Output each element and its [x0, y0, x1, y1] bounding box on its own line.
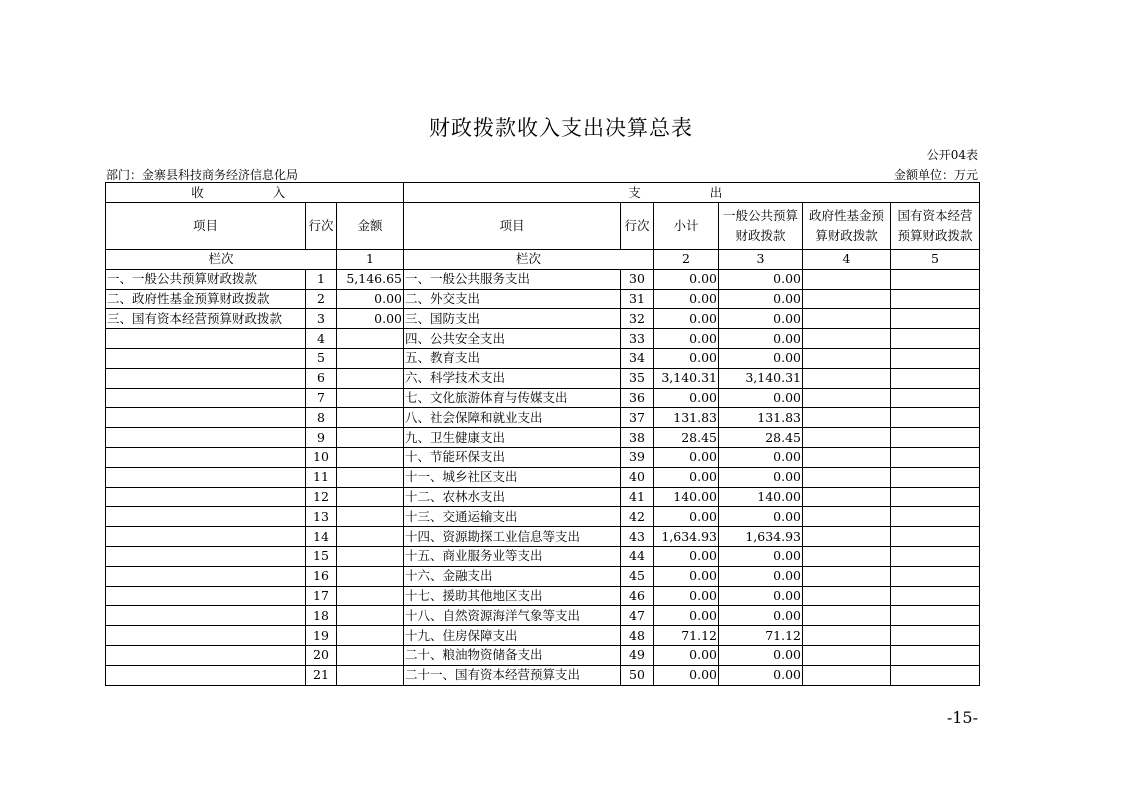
gov-fund-cell: [803, 269, 891, 289]
general-budget-cell: 0.00: [719, 606, 803, 626]
gov-fund-cell: [803, 527, 891, 547]
table-row: [106, 665, 980, 685]
state-capital-cell: [891, 428, 980, 448]
column-number-row: [106, 250, 980, 270]
income-amount-cell: 0.00: [337, 309, 404, 329]
general-budget-cell: 3,140.31: [719, 368, 803, 388]
gov-fund-cell: [803, 626, 891, 646]
gov-fund-cell: [803, 388, 891, 408]
gov-fund-cell: [803, 428, 891, 448]
income-amount-cell: [337, 467, 404, 487]
expense-row-no-cell: 30: [621, 269, 654, 289]
column-no-3: 3: [719, 250, 803, 270]
subtotal-cell: 1,634.93: [654, 527, 719, 547]
expense-row-no-cell: 35: [621, 368, 654, 388]
income-row-no-cell: 9: [306, 428, 337, 448]
income-item-cell: [106, 388, 306, 408]
income-row-no-cell: 13: [306, 507, 337, 527]
expense-row-no-cell: 37: [621, 408, 654, 428]
table-row: [106, 566, 980, 586]
income-column-no-label: 栏次: [106, 250, 337, 270]
income-item-cell: [106, 665, 306, 685]
income-row-no-cell: 19: [306, 626, 337, 646]
expense-row-no-cell: 34: [621, 348, 654, 368]
general-budget-cell: 0.00: [719, 566, 803, 586]
state-capital-cell: [891, 289, 980, 309]
income-amount-cell: [337, 428, 404, 448]
column-header-row: [106, 203, 980, 250]
subtotal-cell: 0.00: [654, 645, 719, 665]
general-budget-cell: 71.12: [719, 626, 803, 646]
income-amount-cell: [337, 408, 404, 428]
expense-item-cell: 二十一、国有资本经营预算支出: [404, 665, 621, 685]
expense-row-no-cell: 31: [621, 289, 654, 309]
general-budget-header: 一般公共预算财政拨款: [719, 203, 803, 250]
state-capital-cell: [891, 645, 980, 665]
general-budget-cell: 0.00: [719, 269, 803, 289]
income-item-cell: [106, 348, 306, 368]
form-number: 公开04表: [926, 148, 978, 162]
expense-row-no-cell: 48: [621, 626, 654, 646]
general-budget-cell: 0.00: [719, 665, 803, 685]
expense-item-cell: 十四、资源勘探工业信息等支出: [404, 527, 621, 547]
income-item-cell: 三、国有资本经营预算财政拨款: [106, 309, 306, 329]
gov-fund-cell: [803, 487, 891, 507]
table-row: [106, 368, 980, 388]
income-item-cell: [106, 487, 306, 507]
income-row-no-cell: 3: [306, 309, 337, 329]
state-capital-cell: [891, 467, 980, 487]
income-row-no-cell: 1: [306, 269, 337, 289]
income-amount-cell: [337, 507, 404, 527]
income-amount-cell: [337, 348, 404, 368]
general-budget-cell: 1,634.93: [719, 527, 803, 547]
expense-row-no-cell: 36: [621, 388, 654, 408]
subtotal-cell: 0.00: [654, 606, 719, 626]
general-budget-cell: 0.00: [719, 329, 803, 349]
income-section-header: 收 入: [106, 183, 404, 203]
subtotal-cell: 71.12: [654, 626, 719, 646]
expense-item-cell: 十五、商业服务业等支出: [404, 546, 621, 566]
table-row: [106, 269, 980, 289]
expense-row-no-cell: 41: [621, 487, 654, 507]
expense-row-no-cell: 47: [621, 606, 654, 626]
expense-item-cell: 十、节能环保支出: [404, 447, 621, 467]
income-row-no-cell: 18: [306, 606, 337, 626]
income-row-no-cell: 5: [306, 348, 337, 368]
expense-row-no-cell: 44: [621, 546, 654, 566]
page-number: -15-: [946, 708, 978, 727]
income-row-no-header: 行次: [306, 203, 337, 250]
expense-item-cell: 七、文化旅游体育与传媒支出: [404, 388, 621, 408]
expense-item-cell: 十六、金融支出: [404, 566, 621, 586]
table-row: [106, 447, 980, 467]
subtotal-cell: 0.00: [654, 447, 719, 467]
state-capital-cell: [891, 626, 980, 646]
table-row: [106, 546, 980, 566]
income-row-no-cell: 17: [306, 586, 337, 606]
general-budget-cell: 0.00: [719, 546, 803, 566]
expense-row-no-cell: 42: [621, 507, 654, 527]
income-item-cell: [106, 368, 306, 388]
general-budget-cell: 131.83: [719, 408, 803, 428]
column-no-1: 1: [337, 250, 404, 270]
column-no-4: 4: [803, 250, 891, 270]
gov-fund-cell: [803, 289, 891, 309]
expense-item-cell: 十一、城乡社区支出: [404, 467, 621, 487]
table-row: [106, 586, 980, 606]
income-amount-cell: [337, 368, 404, 388]
expense-row-no-cell: 39: [621, 447, 654, 467]
gov-fund-cell: [803, 645, 891, 665]
expense-item-cell: 八、社会保障和就业支出: [404, 408, 621, 428]
table-row: [106, 329, 980, 349]
subtotal-cell: 0.00: [654, 388, 719, 408]
amount-unit-label: 金额单位：万元: [893, 168, 978, 182]
general-budget-cell: 0.00: [719, 388, 803, 408]
subtotal-cell: 0.00: [654, 269, 719, 289]
subtotal-cell: 131.83: [654, 408, 719, 428]
income-amount-cell: [337, 447, 404, 467]
column-no-2: 2: [654, 250, 719, 270]
state-capital-cell: [891, 586, 980, 606]
income-item-cell: [106, 408, 306, 428]
income-amount-cell: [337, 606, 404, 626]
subtotal-cell: 0.00: [654, 467, 719, 487]
subtotal-cell: 28.45: [654, 428, 719, 448]
state-capital-cell: [891, 566, 980, 586]
income-row-no-cell: 14: [306, 527, 337, 547]
expense-row-no-cell: 33: [621, 329, 654, 349]
subtotal-cell: 0.00: [654, 309, 719, 329]
gov-fund-header: 政府性基金预算财政拨款: [803, 203, 891, 250]
expense-item-cell: 五、教育支出: [404, 348, 621, 368]
income-item-cell: [106, 645, 306, 665]
income-row-no-cell: 21: [306, 665, 337, 685]
section-header-row: [106, 183, 980, 203]
income-amount-header: 金额: [337, 203, 404, 250]
expense-row-no-cell: 40: [621, 467, 654, 487]
table-row: [106, 626, 980, 646]
state-capital-cell: [891, 348, 980, 368]
general-budget-cell: 0.00: [719, 507, 803, 527]
gov-fund-cell: [803, 329, 891, 349]
subtotal-cell: 0.00: [654, 665, 719, 685]
state-capital-cell: [891, 388, 980, 408]
general-budget-cell: 0.00: [719, 447, 803, 467]
gov-fund-cell: [803, 348, 891, 368]
gov-fund-cell: [803, 408, 891, 428]
gov-fund-cell: [803, 606, 891, 626]
income-amount-cell: [337, 645, 404, 665]
table-row: [106, 388, 980, 408]
general-budget-cell: 0.00: [719, 348, 803, 368]
table-row: [106, 467, 980, 487]
subtotal-cell: 0.00: [654, 546, 719, 566]
income-item-cell: [106, 428, 306, 448]
income-item-cell: [106, 507, 306, 527]
expense-item-cell: 十八、自然资源海洋气象等支出: [404, 606, 621, 626]
income-amount-cell: [337, 566, 404, 586]
subtotal-header: 小计: [654, 203, 719, 250]
expense-item-cell: 九、卫生健康支出: [404, 428, 621, 448]
subtotal-cell: 0.00: [654, 566, 719, 586]
table-row: [106, 487, 980, 507]
income-amount-cell: [337, 527, 404, 547]
table-row: [106, 309, 980, 329]
column-no-5: 5: [891, 250, 980, 270]
income-row-no-cell: 7: [306, 388, 337, 408]
expense-row-no-cell: 45: [621, 566, 654, 586]
expense-item-cell: 六、科学技术支出: [404, 368, 621, 388]
income-item-cell: [106, 546, 306, 566]
state-capital-cell: [891, 368, 980, 388]
income-item-cell: [106, 566, 306, 586]
gov-fund-cell: [803, 586, 891, 606]
expense-row-no-cell: 32: [621, 309, 654, 329]
income-item-cell: [106, 586, 306, 606]
income-item-cell: [106, 329, 306, 349]
income-row-no-cell: 12: [306, 487, 337, 507]
expense-item-cell: 十九、住房保障支出: [404, 626, 621, 646]
expense-row-no-cell: 50: [621, 665, 654, 685]
income-item-cell: [106, 447, 306, 467]
income-row-no-cell: 8: [306, 408, 337, 428]
expense-row-no-cell: 43: [621, 527, 654, 547]
gov-fund-cell: [803, 566, 891, 586]
state-capital-cell: [891, 507, 980, 527]
gov-fund-cell: [803, 546, 891, 566]
expense-item-cell: 一、一般公共服务支出: [404, 269, 621, 289]
expense-item-header: 项目: [404, 203, 621, 250]
income-amount-cell: [337, 626, 404, 646]
income-amount-cell: [337, 329, 404, 349]
state-capital-cell: [891, 665, 980, 685]
table-row: [106, 348, 980, 368]
subtotal-cell: 140.00: [654, 487, 719, 507]
state-capital-cell: [891, 606, 980, 626]
general-budget-cell: 28.45: [719, 428, 803, 448]
gov-fund-cell: [803, 447, 891, 467]
income-amount-cell: [337, 487, 404, 507]
income-row-no-cell: 4: [306, 329, 337, 349]
general-budget-cell: 0.00: [719, 289, 803, 309]
state-capital-cell: [891, 487, 980, 507]
gov-fund-cell: [803, 665, 891, 685]
income-amount-cell: 5,146.65: [337, 269, 404, 289]
report-title: 财政拨款收入支出决算总表: [429, 116, 693, 140]
income-item-header: 项目: [106, 203, 306, 250]
expense-row-no-cell: 49: [621, 645, 654, 665]
general-budget-cell: 0.00: [719, 586, 803, 606]
table-row: [106, 645, 980, 665]
income-item-cell: [106, 626, 306, 646]
income-amount-cell: [337, 586, 404, 606]
income-row-no-cell: 2: [306, 289, 337, 309]
table-row: [106, 606, 980, 626]
table-row: [106, 527, 980, 547]
state-capital-header: 国有资本经营预算财政拨款: [891, 203, 980, 250]
expense-item-cell: 四、公共安全支出: [404, 329, 621, 349]
expense-item-cell: 十三、交通运输支出: [404, 507, 621, 527]
state-capital-cell: [891, 546, 980, 566]
general-budget-cell: 0.00: [719, 309, 803, 329]
table-row: [106, 408, 980, 428]
subtotal-cell: 0.00: [654, 329, 719, 349]
income-amount-cell: 0.00: [337, 289, 404, 309]
table-row: [106, 428, 980, 448]
income-row-no-cell: 16: [306, 566, 337, 586]
income-row-no-cell: 6: [306, 368, 337, 388]
state-capital-cell: [891, 329, 980, 349]
income-row-no-cell: 11: [306, 467, 337, 487]
income-row-no-cell: 20: [306, 645, 337, 665]
expense-row-no-header: 行次: [621, 203, 654, 250]
general-budget-cell: 140.00: [719, 487, 803, 507]
expense-row-no-cell: 38: [621, 428, 654, 448]
table-row: [106, 507, 980, 527]
income-amount-cell: [337, 665, 404, 685]
subtotal-cell: 0.00: [654, 507, 719, 527]
state-capital-cell: [891, 408, 980, 428]
budget-summary-table: [105, 182, 980, 686]
expense-item-cell: 三、国防支出: [404, 309, 621, 329]
subtotal-cell: 0.00: [654, 289, 719, 309]
general-budget-cell: 0.00: [719, 467, 803, 487]
expense-item-cell: 二十、粮油物资储备支出: [404, 645, 621, 665]
expense-column-no-label: 栏次: [404, 250, 654, 270]
income-amount-cell: [337, 546, 404, 566]
subtotal-cell: 3,140.31: [654, 368, 719, 388]
income-item-cell: 二、政府性基金预算财政拨款: [106, 289, 306, 309]
department-label: 部门：金寨县科技商务经济信息化局: [106, 168, 299, 182]
gov-fund-cell: [803, 368, 891, 388]
subtotal-cell: 0.00: [654, 586, 719, 606]
gov-fund-cell: [803, 309, 891, 329]
state-capital-cell: [891, 527, 980, 547]
gov-fund-cell: [803, 507, 891, 527]
state-capital-cell: [891, 309, 980, 329]
expense-item-cell: 十二、农林水支出: [404, 487, 621, 507]
income-item-cell: [106, 527, 306, 547]
income-row-no-cell: 10: [306, 447, 337, 467]
income-amount-cell: [337, 388, 404, 408]
expense-item-cell: 二、外交支出: [404, 289, 621, 309]
income-item-cell: [106, 467, 306, 487]
gov-fund-cell: [803, 467, 891, 487]
table-row: [106, 289, 980, 309]
income-item-cell: [106, 606, 306, 626]
expense-row-no-cell: 46: [621, 586, 654, 606]
income-row-no-cell: 15: [306, 546, 337, 566]
state-capital-cell: [891, 447, 980, 467]
general-budget-cell: 0.00: [719, 645, 803, 665]
state-capital-cell: [891, 269, 980, 289]
expense-item-cell: 十七、援助其他地区支出: [404, 586, 621, 606]
income-item-cell: 一、一般公共预算财政拨款: [106, 269, 306, 289]
subtotal-cell: 0.00: [654, 348, 719, 368]
expense-section-header: 支 出: [404, 183, 980, 203]
